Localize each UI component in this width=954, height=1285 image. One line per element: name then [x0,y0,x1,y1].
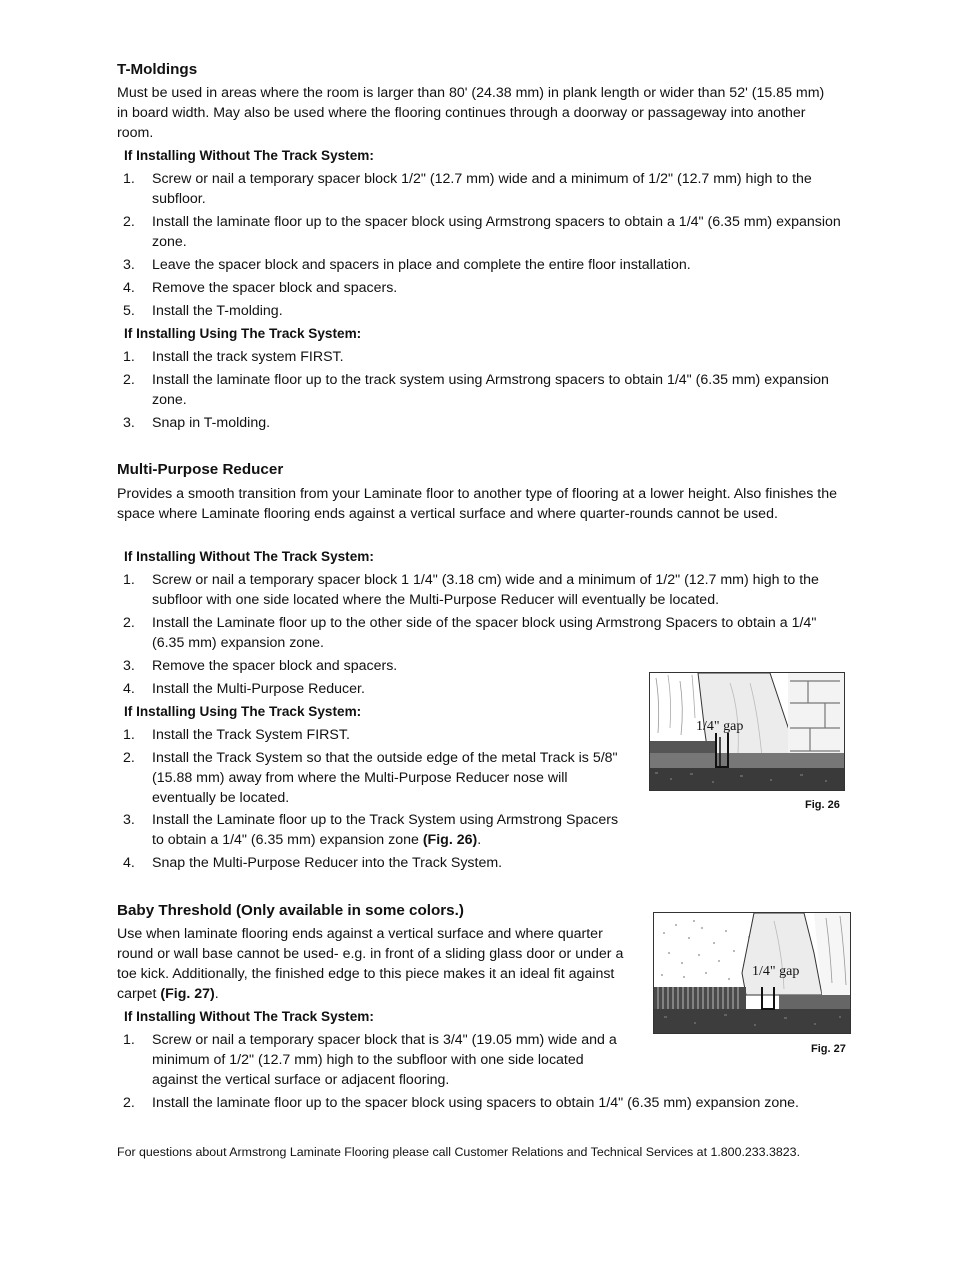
section-title-tmoldings: T-Moldings [117,61,198,78]
list-text: Screw or nail a temporary spacer block 1/2" (12.7 mm) wide and a minimum of 1/2" (12.7 mm) high to the subfloor. [152,171,812,207]
list-text [152,810,632,850]
list-text: Install the Track System FIRST. [152,727,350,743]
list-number: 3. [123,415,135,431]
list-text: Remove the spacer block and spacers. [152,658,398,674]
list-text: Install the laminate floor up to the spacer block using spacers to obtain 1/4" (6.35 mm) expansion zone. [152,1095,799,1111]
tmoldings-without-heading: If Installing Without The Track System: [124,148,374,163]
list-number: 3. [123,812,135,828]
baby-without-heading: If Installing Without The Track System: [124,1009,374,1024]
period: . [477,832,482,848]
list-number: 3. [123,658,135,674]
baby-threshold-intro-text: Use when laminate flooring ends against a vertical surface and where quarter round or wall base cannot be used- e.g. in front of a sliding glass door or under a toe kick. Additionally, the finished edge to this piece makes it an ideal fit against carpet [117,926,624,1002]
list-text: Snap the Multi-Purpose Reducer into the Track System. [152,855,503,871]
list-number: 4. [123,280,135,296]
section-title-baby-threshold: Baby Threshold (Only available in some colors.) [117,902,464,919]
list-number: 2. [123,750,135,766]
list-number: 4. [123,681,135,697]
figure-27 [653,912,851,1034]
list-text: Install the Laminate floor up to the other side of the spacer block using Armstrong Spacers to obtain a 1/4" (6.35 mm) expansion zone. [152,615,817,651]
reducer-illustration [650,673,844,790]
list-number: 1. [123,727,135,743]
list-number: 1. [123,349,135,365]
baby-threshold-intro [117,924,632,1004]
list-number: 3. [123,257,135,273]
list-text: Snap in T-molding. [152,415,271,431]
section-title-reducer: Multi-Purpose Reducer [117,461,284,478]
list-number: 1. [123,572,135,588]
reducer-intro: Provides a smooth transition from your Laminate floor to another type of flooring at a lower height. Also finishes the space where Laminate flooring ends against a vertical surface and where quarter-rounds cannot be used. [117,486,838,522]
gap-label: 1/4" gap [752,964,800,979]
list-number: 2. [123,615,135,631]
list-text: Install the Multi-Purpose Reducer. [152,681,365,697]
list-text: Install the T-molding. [152,303,283,319]
gap-label: 1/4" gap [696,719,744,734]
list-number: 4. [123,855,135,871]
list-number: 2. [123,372,135,388]
list-text: Install the laminate floor up to the track system using Armstrong spacers to obtain 1/4" (6.35 mm) expansion zone. [152,372,829,408]
figure-26-caption: Fig. 26 [805,799,840,811]
tmoldings-using-heading: If Installing Using The Track System: [124,326,362,341]
list-text: Screw or nail a temporary spacer block that is 3/4" (19.05 mm) wide and a minimum of 1/2" (12.7 mm) high to the subfloor with one side located against the vertical surface or adjacent flooring. [152,1032,617,1088]
list-text: Install the track system FIRST. [152,349,344,365]
tmoldings-intro: Must be used in areas where the room is larger than 80' (24.38 mm) in plank length or wider than 52' (15.85 mm) in board width. May also be used where the flooring continues through a doorway or passageway into another room. [117,85,825,141]
reducer-using-heading: If Installing Using The Track System: [124,704,362,719]
figure-27-caption: Fig. 27 [811,1043,846,1055]
list-text: Leave the spacer block and spacers in place and complete the entire floor installation. [152,257,691,273]
list-number: 1. [123,171,135,187]
list-text: Install the Track System so that the outside edge of the metal Track is 5/8" (15.88 mm) away from where the Multi-Purpose Reducer nose will eventually be located. [152,750,618,806]
list-text: Install the laminate floor up to the spacer block using Armstrong spacers to obtain a 1/4" (6.35 mm) expansion zone. [152,214,841,250]
figure-26 [649,672,845,791]
footer-contact: For questions about Armstrong Laminate Flooring please call Customer Relations and Technical Services at 1.800.233.3823. [117,1145,801,1159]
list-number: 5. [123,303,135,319]
list-text: Screw or nail a temporary spacer block 1 1/4" (3.18 cm) wide and a minimum of 1/2" (12.7 mm) high to the subfloor with one side located where the Multi-Purpose Reducer will eventually be located. [152,572,819,608]
list-text-main: Install the Laminate floor up to the Track System using Armstrong Spacers to obtain a 1/4" (6.35 mm) expansion zone [152,812,619,848]
fig-reference: (Fig. 27) [160,986,215,1002]
period: . [214,986,219,1002]
fig-reference: (Fig. 26) [422,832,478,848]
reducer-without-heading: If Installing Without The Track System: [124,549,374,564]
list-number: 2. [123,1095,135,1111]
list-text: Remove the spacer block and spacers. [152,280,398,296]
list-number: 2. [123,214,135,230]
list-number: 1. [123,1032,135,1048]
baby-threshold-illustration [654,913,850,1033]
